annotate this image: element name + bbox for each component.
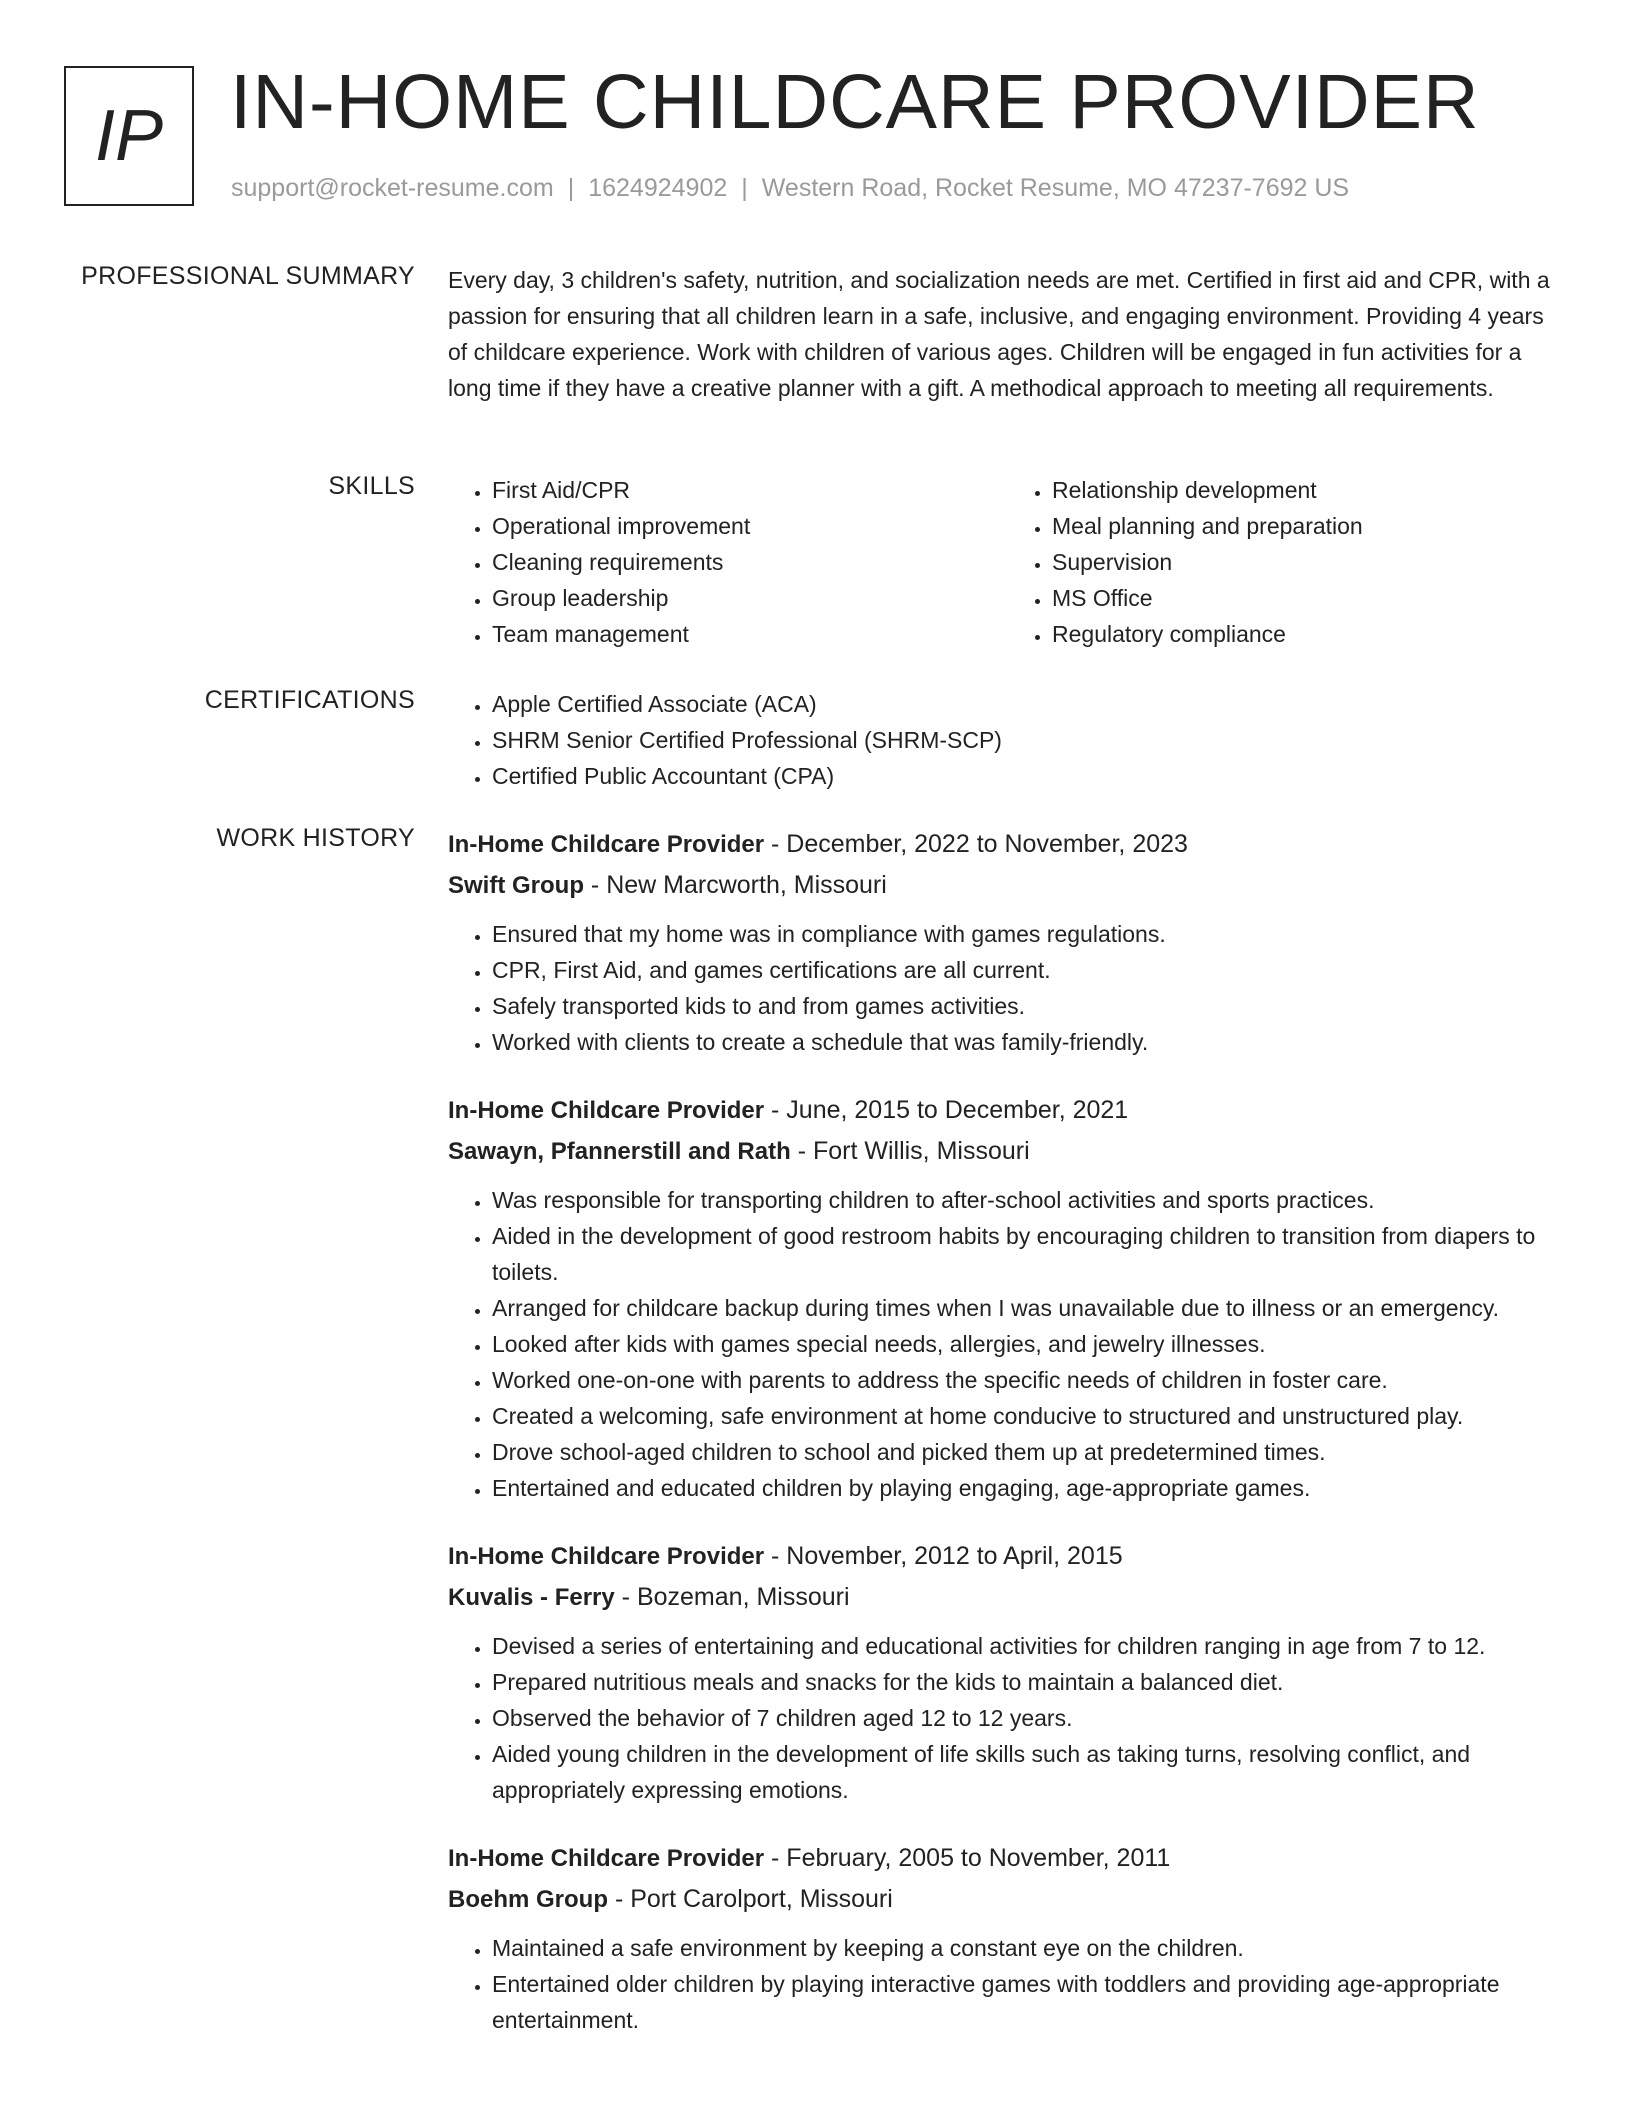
section-heading-certifications: CERTIFICATIONS (204, 686, 415, 714)
job-title-line (448, 1090, 1568, 1131)
section-heading-work-history: WORK HISTORY (216, 824, 415, 852)
contact-address: Western Road, Rocket Resume, MO 47237-7692 US (761, 174, 1350, 202)
summary-text: Every day, 3 children's safety, nutrition, and socialization needs are met. Certified in first aid and CPR, with a passion for ensuring that all children learn in a safe, inclusive, and engaging environment. Providing 4 years of childcare experience. Work with children of various ages. Children will be engaged in fun activities for a long time if they have a creative planner with a gift. A methodical approach to meeting all requirements. (448, 267, 1550, 401)
skill-item: • Operational improvement (492, 508, 1008, 544)
skill-item: • Regulatory compliance (1052, 616, 1568, 652)
skill-item: • MS Office (1052, 580, 1568, 616)
certification-item: • Certified Public Accountant (CPA) (492, 758, 1568, 794)
job-title: In-Home Childcare Provider (448, 1543, 765, 1570)
job-bullet: • Prepared nutritious meals and snacks for the kids to maintain a balanced diet. (492, 1664, 1568, 1700)
job-bullet: • Ensured that my home was in compliance with games regulations. (492, 916, 1568, 952)
job-bullets (448, 1628, 1568, 1808)
job-entry (448, 1838, 1568, 2038)
job-bullet: • Created a welcoming, safe environment at home conducive to structured and unstructured play. (492, 1398, 1568, 1434)
job-location: - Port Carolport, Missouri (608, 1885, 893, 1913)
job-bullet: • Observed the behavior of 7 children aged 12 to 12 years. (492, 1700, 1568, 1736)
skill-item: • First Aid/CPR (492, 472, 1008, 508)
job-company: Boehm Group (448, 1886, 608, 1913)
job-bullet: • Aided in the development of good restroom habits by encouraging children to transition from diapers to toilets. (492, 1218, 1568, 1290)
skill-item: • Team management (492, 616, 1008, 652)
job-dates: - June, 2015 to December, 2021 (764, 1096, 1129, 1124)
job-title-line (448, 824, 1568, 865)
job-title: In-Home Childcare Provider (448, 831, 765, 858)
job-bullet: • Drove school-aged children to school and picked them up at predetermined times. (492, 1434, 1568, 1470)
job-entry (448, 1090, 1568, 1506)
contact-separator: | (741, 174, 748, 202)
skills-list-right (1008, 472, 1568, 652)
job-bullet: • Maintained a safe environment by keeping a constant eye on the children. (492, 1930, 1568, 1966)
contact-separator: | (567, 174, 575, 202)
job-bullets (448, 1182, 1568, 1506)
job-entry (448, 824, 1568, 1060)
monogram-logo: IP (64, 66, 194, 206)
skill-item: • Relationship development (1052, 472, 1568, 508)
job-dates: - November, 2012 to April, 2015 (764, 1542, 1123, 1570)
page-title: IN-HOME CHILDCARE PROVIDER (230, 59, 1480, 145)
job-dates: - December, 2022 to November, 2023 (764, 830, 1188, 858)
certifications-list (448, 686, 1568, 794)
job-company-line (448, 1577, 1568, 1618)
job-company-line (448, 1879, 1568, 1920)
job-bullet: • CPR, First Aid, and games certifications are all current. (492, 952, 1568, 988)
job-company-line (448, 1131, 1568, 1172)
job-bullet: • Worked one-on-one with parents to address the specific needs of children in foster care. (492, 1362, 1568, 1398)
skill-item: • Cleaning requirements (492, 544, 1008, 580)
job-title: In-Home Childcare Provider (448, 1097, 765, 1124)
job-title: In-Home Childcare Provider (448, 1845, 765, 1872)
skill-item: • Supervision (1052, 544, 1568, 580)
job-bullet: • Devised a series of entertaining and educational activities for children ranging in age from 7 to 12. (492, 1628, 1568, 1664)
job-company: Sawayn, Pfannerstill and Rath (448, 1138, 791, 1165)
certification-item: • SHRM Senior Certified Professional (SHRM-SCP) (492, 722, 1568, 758)
job-bullet: • Was responsible for transporting children to after-school activities and sports practices. (492, 1182, 1568, 1218)
certification-item: • Apple Certified Associate (ACA) (492, 686, 1568, 722)
job-company-line (448, 865, 1568, 906)
job-location: - Fort Willis, Missouri (790, 1137, 1030, 1165)
skills-list-left (448, 472, 1008, 652)
job-bullet: • Entertained and educated children by playing engaging, age-appropriate games. (492, 1470, 1568, 1506)
section-heading-summary: PROFESSIONAL SUMMARY (81, 262, 415, 290)
skill-item: • Group leadership (492, 580, 1008, 616)
contact-email[interactable]: support@rocket-resume.com (231, 174, 554, 202)
job-bullet: • Aided young children in the development of life skills such as taking turns, resolving conflict, and appropriately expressing emotions. (492, 1736, 1568, 1808)
job-bullet: • Worked with clients to create a schedule that was family-friendly. (492, 1024, 1568, 1060)
job-location: - Bozeman, Missouri (614, 1583, 850, 1611)
job-title-line (448, 1536, 1568, 1577)
contact-line (231, 174, 1349, 203)
job-bullets (448, 1930, 1568, 2038)
job-entry (448, 1536, 1568, 1808)
section-heading-skills: SKILLS (328, 472, 415, 500)
job-company: Kuvalis - Ferry (448, 1584, 615, 1611)
job-location: - New Marcworth, Missouri (583, 871, 887, 899)
job-title-line (448, 1838, 1568, 1879)
job-company: Swift Group (448, 872, 584, 899)
job-dates: - February, 2005 to November, 2011 (764, 1844, 1171, 1872)
job-bullet: • Looked after kids with games special needs, allergies, and jewelry illnesses. (492, 1326, 1568, 1362)
job-bullet: • Arranged for childcare backup during times when I was unavailable due to illness or an emergency. (492, 1290, 1568, 1326)
job-bullet: • Entertained older children by playing interactive games with toddlers and providing age-appropriate entertainment. (492, 1966, 1568, 2038)
skill-item: • Meal planning and preparation (1052, 508, 1568, 544)
job-bullet: • Safely transported kids to and from games activities. (492, 988, 1568, 1024)
contact-phone[interactable]: 1624924902 (588, 174, 728, 202)
job-bullets (448, 916, 1568, 1060)
